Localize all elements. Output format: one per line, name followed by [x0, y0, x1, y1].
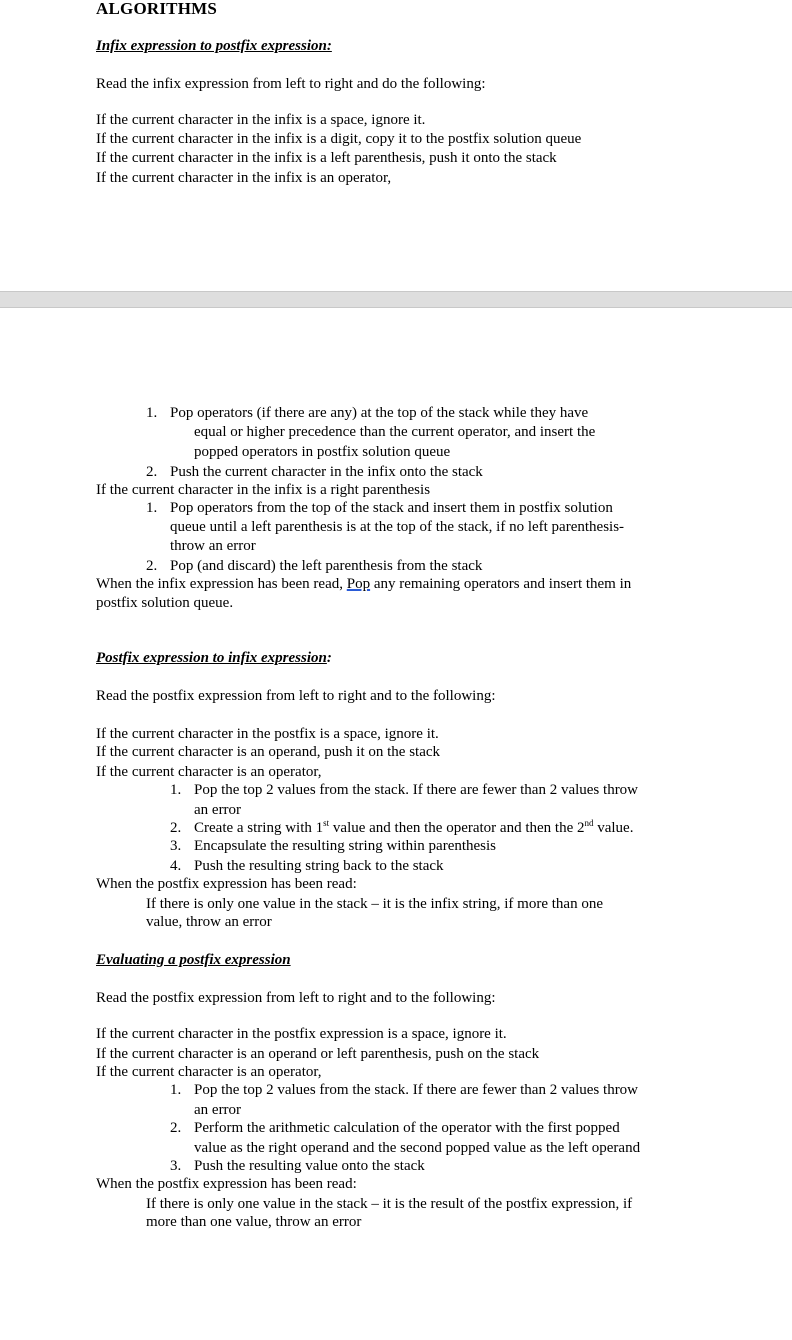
section1-intro: Read the infix expression from left to right and do the following: — [96, 76, 486, 92]
right-paren-step-2: Pop (and discard) the left parenthesis from the stack — [170, 558, 483, 574]
section2-step-2 — [194, 819, 633, 838]
section-heading-postfix-to-infix — [96, 649, 332, 668]
superscript-st: st — [323, 818, 330, 828]
section2-step-4: Push the resulting string back to the stack — [194, 858, 444, 874]
section3-end-sub-line-1: If there is only one value in the stack – it is the result of the postfix expression, if — [146, 1196, 633, 1212]
operator-step-1-line-3: popped operators in postfix solution queue — [194, 444, 451, 460]
section2-step-1-line-2: an error — [194, 802, 242, 818]
section3-step-1-line-1: Pop the top 2 values from the stack. If there are fewer than 2 values throw — [194, 1082, 639, 1098]
right-paren-step-1-line-3: throw an error — [170, 538, 256, 554]
section2-rule-operand: If the current character is an operand, push it on the stack — [96, 744, 441, 760]
heading-colon: : — [326, 650, 332, 666]
section2-step-1-line-1: Pop the top 2 values from the stack. If there are fewer than 2 values throw — [194, 782, 639, 798]
list-number: 1. — [170, 782, 182, 798]
list-number: 1. — [146, 405, 158, 421]
step2-text-c: value. — [593, 820, 634, 836]
list-number: 4. — [170, 858, 182, 874]
pop-link[interactable]: Pop — [346, 576, 371, 592]
section3-step-2-line-1: Perform the arithmetic calculation of the operator with the first popped — [194, 1120, 620, 1136]
step2-text-b: value and then the operator and then the 2 — [329, 820, 585, 836]
end-text-post: any remaining operators and insert them in — [370, 576, 632, 592]
section3-end: When the postfix expression has been read: — [96, 1176, 357, 1192]
section2-end: When the postfix expression has been read: — [96, 876, 357, 892]
operator-step-1-line-1: Pop operators (if there are any) at the top of the stack while they have — [170, 405, 589, 421]
section1-rule-operator: If the current character in the infix is an operator, — [96, 170, 392, 186]
section1-end-line-1 — [96, 575, 631, 594]
operator-step-2: Push the current character in the infix onto the stack — [170, 464, 483, 480]
section3-step-1-line-2: an error — [194, 1102, 242, 1118]
heading-text: Postfix expression to infix expression — [96, 650, 327, 666]
section2-intro: Read the postfix expression from left to right and to the following: — [96, 688, 496, 704]
section1-rule-right-paren: If the current character in the infix is a right parenthesis — [96, 482, 431, 498]
section1-rule-digit: If the current character in the infix is a digit, copy it to the postfix solution queue — [96, 131, 582, 147]
list-number: 3. — [170, 1158, 182, 1174]
section3-step-2-line-2: value as the right operand and the second popped value as the left operand — [194, 1140, 641, 1156]
document-title: ALGORITHMS — [96, 0, 218, 18]
right-paren-step-1-line-2: queue until a left parenthesis is at the top of the stack, if no left parenthesis- — [170, 519, 625, 535]
section-heading-evaluating-postfix: Evaluating a postfix expression — [96, 952, 291, 968]
list-number: 2. — [170, 1120, 182, 1136]
page-break-separator — [0, 291, 792, 308]
operator-step-1-line-2: equal or higher precedence than the current operator, and insert the — [194, 424, 596, 440]
section3-rule-operator: If the current character is an operator, — [96, 1064, 322, 1080]
section1-rule-left-paren: If the current character in the infix is a left parenthesis, push it onto the stack — [96, 150, 557, 166]
section3-step-3: Push the resulting value onto the stack — [194, 1158, 425, 1174]
section3-rule-operand: If the current character is an operand or left parenthesis, push on the stack — [96, 1046, 540, 1062]
section2-rule-space: If the current character in the postfix is a space, ignore it. — [96, 726, 439, 742]
list-number: 2. — [170, 820, 182, 836]
section2-end-sub-line-1: If there is only one value in the stack – it is the infix string, if more than one — [146, 896, 603, 912]
section3-intro: Read the postfix expression from left to right and to the following: — [96, 990, 496, 1006]
list-number: 1. — [170, 1082, 182, 1098]
list-number: 2. — [146, 558, 158, 574]
step2-text-a: Create a string with 1 — [194, 820, 324, 836]
section2-step-3: Encapsulate the resulting string within parenthesis — [194, 838, 497, 854]
section2-end-sub-line-2: value, throw an error — [146, 914, 272, 930]
section1-end-line-2: postfix solution queue. — [96, 595, 234, 611]
list-number: 2. — [146, 464, 158, 480]
list-number: 1. — [146, 500, 158, 516]
section2-rule-operator: If the current character is an operator, — [96, 764, 322, 780]
superscript-nd: nd — [584, 818, 594, 828]
section-heading-infix-to-postfix: Infix expression to postfix expression: — [96, 38, 332, 54]
section1-rule-space: If the current character in the infix is a space, ignore it. — [96, 112, 426, 128]
end-text-pre: When the infix expression has been read, — [96, 576, 347, 592]
section3-end-sub-line-2: more than one value, throw an error — [146, 1214, 362, 1230]
section3-rule-space: If the current character in the postfix expression is a space, ignore it. — [96, 1026, 507, 1042]
right-paren-step-1-line-1: Pop operators from the top of the stack and insert them in postfix solution — [170, 500, 613, 516]
list-number: 3. — [170, 838, 182, 854]
document-page-1 — [0, 0, 792, 291]
